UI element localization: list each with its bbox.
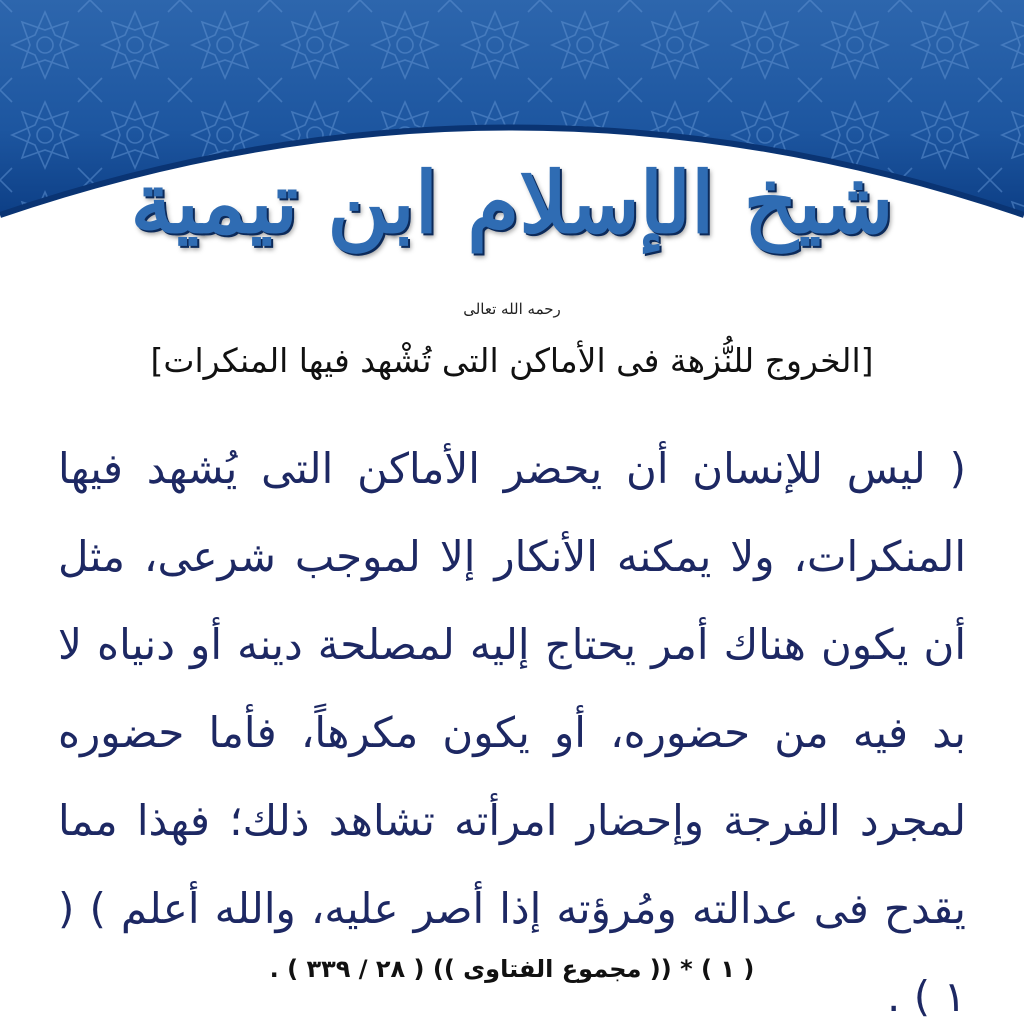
- footnote-reference: ( ١ ) * (( مجموع الفتاوى )) ( ٢٨ / ٣٣٩ ) .: [269, 955, 755, 983]
- section-heading: [الخروج للنُّزهة فى الأماكن التى تُشْهد فيها المنكرات]: [150, 341, 874, 380]
- honorific-note: رحمه الله تعالى: [463, 300, 561, 318]
- calligraphy-title: شيخ الإسلام ابن تيمية: [130, 153, 894, 252]
- quote-body: ( ليس للإنسان أن يحضر الأماكن التى يُشهد فيها المنكرات، ولا يمكنه الأنكار إلا لموجب شرعى، مثل أن يكون هناك أمر يحتاج إليه لمصلحة دينه أو دنياه لا بد فيه من حضوره، أو يكون مكرهاً، فأما حضوره لمجرد الفرجة وإحضار امرأته تشاهد ذلك؛ فهذا مما يقدح فى عدالته ومُرؤته إذا أصر عليه، والله أعلم ) ( ١ ) .: [58, 444, 966, 1021]
